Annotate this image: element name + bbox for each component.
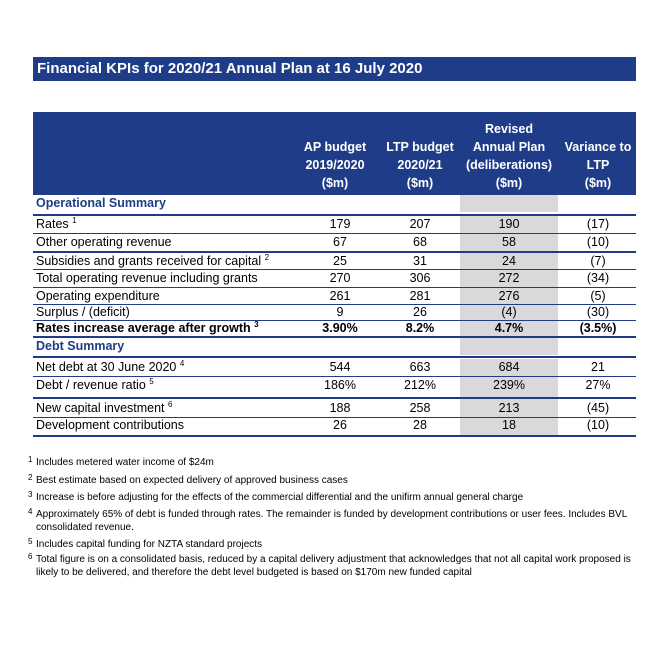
column-header-line: AP budget: [303, 140, 367, 154]
cell-ltp-budget: 663: [409, 360, 431, 374]
row-label: [36, 400, 172, 417]
column-header-line: 2019/2020: [305, 158, 365, 172]
footnote-number: 5: [28, 537, 33, 546]
cell-revised: 190: [498, 217, 520, 231]
cell-variance: (3.5%): [579, 321, 617, 335]
footnote-text: Approximately 65% of debt is funded through rates. The remainder is funded by development contributions or user fees. Includes BVL consolidated revenue.: [36, 509, 627, 533]
section-label: Debt Summary: [36, 339, 125, 353]
column-header-revised-annual-plan: [460, 112, 558, 195]
row-label-text: New capital investment: [36, 401, 165, 415]
table-row: [33, 234, 636, 251]
cell-ap-budget: 186%: [324, 378, 356, 392]
cell-ltp-budget: 68: [413, 235, 427, 249]
row-label-text: Subsidies and grants received for capital: [36, 254, 262, 268]
footnote: [28, 491, 638, 505]
table-row: [33, 377, 636, 394]
table-row: [33, 270, 636, 287]
cell-revised: 24: [502, 254, 516, 268]
footnote-ref: 6: [168, 400, 173, 409]
column-header-variance: [558, 112, 638, 195]
table-row: [33, 417, 636, 434]
footnote-number: 6: [28, 552, 33, 561]
cell-ltp-budget: 26: [413, 305, 427, 319]
row-label: [36, 253, 269, 270]
column-header-line: ($m): [495, 176, 523, 190]
table-row: [33, 216, 636, 233]
cell-ap-budget: 188: [329, 401, 351, 415]
row-label-text: Development contributions: [36, 418, 184, 432]
cell-variance: 21: [591, 360, 605, 374]
divider: [33, 397, 636, 399]
cell-ltp-budget: 258: [409, 401, 431, 415]
cell-variance: (7): [590, 254, 606, 268]
cell-revised: 276: [498, 289, 520, 303]
cell-ap-budget: 67: [333, 235, 347, 249]
column-header-line: Variance to: [564, 140, 632, 154]
table-row: [33, 288, 636, 305]
cell-variance: (45): [586, 401, 610, 415]
row-label-text: Surplus / (deficit): [36, 305, 130, 319]
column-header-line: ($m): [584, 176, 612, 190]
column-header-ap-budget: [295, 112, 375, 195]
page-title: Financial KPIs for 2020/21 Annual Plan at 16 July 2020: [33, 57, 636, 81]
cell-variance: (30): [586, 305, 610, 319]
column-header-line: ($m): [406, 176, 434, 190]
footnote-ref: 2: [264, 253, 270, 262]
cell-ltp-budget: 28: [413, 418, 427, 432]
cell-ap-budget: 26: [333, 418, 347, 432]
footnote-text: Includes metered water income of $24m: [36, 457, 214, 468]
footnote-ref: 3: [254, 320, 259, 329]
table-row: [33, 359, 636, 376]
cell-ltp-budget: 281: [409, 289, 431, 303]
cell-revised: 213: [498, 401, 520, 415]
cell-ap-budget: 25: [333, 254, 347, 268]
column-header-line: ($m): [321, 176, 349, 190]
cell-ltp-budget: 8.2%: [405, 321, 435, 335]
footnote-number: 1: [28, 455, 33, 464]
cell-variance: 27%: [585, 378, 611, 392]
cell-ltp-budget: 31: [413, 254, 427, 268]
footnote-number: 2: [28, 473, 33, 482]
cell-ltp-budget: 212%: [404, 378, 436, 392]
row-label: [36, 417, 184, 434]
cell-ap-budget: 261: [329, 289, 351, 303]
footnote-number: 4: [28, 507, 33, 516]
footnote-ref: 1: [72, 216, 77, 225]
column-header-line: Revised: [485, 122, 533, 136]
cell-variance: (17): [586, 217, 610, 231]
row-label-text: Rates increase average after growth: [36, 321, 251, 335]
row-label-text: Operating expenditure: [36, 289, 160, 303]
cell-revised: 18: [502, 418, 516, 432]
row-label-text: Rates: [36, 217, 69, 231]
row-label: [36, 234, 172, 251]
table-row: [33, 400, 636, 417]
cell-ap-budget: 179: [329, 217, 351, 231]
footnote: [28, 553, 638, 581]
row-label: [36, 304, 130, 321]
table-row: [33, 320, 636, 337]
column-header-line: Annual Plan: [472, 140, 546, 154]
footnote-ref: 5: [149, 377, 154, 386]
table-row: [33, 304, 636, 321]
divider: [33, 356, 636, 358]
cell-ltp-budget: 306: [409, 271, 431, 285]
column-header-line: LTP budget: [386, 140, 454, 154]
row-label-text: Net debt at 30 June 2020: [36, 360, 177, 374]
cell-ap-budget: 9: [336, 305, 344, 319]
row-label: [36, 359, 184, 376]
table-row: [33, 253, 636, 270]
footnote-text: Increase is before adjusting for the effects of the commercial differential and the unifirm annual general charge: [36, 492, 524, 503]
cell-revised: 272: [498, 271, 520, 285]
cell-revised: 684: [498, 360, 520, 374]
column-header-line: (deliberations): [465, 158, 553, 172]
row-label: [36, 320, 259, 337]
divider: [33, 435, 636, 437]
section-label: Operational Summary: [36, 196, 166, 210]
cell-ap-budget: 544: [329, 360, 351, 374]
cell-revised: (4): [501, 305, 517, 319]
cell-ltp-budget: 207: [409, 217, 431, 231]
cell-ap-budget: 270: [329, 271, 351, 285]
row-label-text: Total operating revenue including grants: [36, 271, 258, 285]
cell-revised: 239%: [493, 378, 525, 392]
column-header-ltp-budget: [380, 112, 460, 195]
row-label-text: Debt / revenue ratio: [36, 378, 146, 392]
column-header-line: 2020/21: [397, 158, 443, 172]
cell-variance: (10): [586, 235, 610, 249]
row-label-text: Other operating revenue: [36, 235, 172, 249]
footnote-text: Best estimate based on expected delivery of approved business cases: [36, 475, 348, 486]
cell-variance: (34): [586, 271, 610, 285]
footnote-text: Total figure is on a consolidated basis, reduced by a capital delivery adjustment that acknowledges that not all capital work proposed is likely to be delivered, and therefore the debt level budgeted is based on $170m new funded capital: [36, 554, 631, 578]
section-debt-summary: [33, 338, 636, 355]
row-label: [36, 377, 154, 394]
cell-revised: 58: [502, 235, 516, 249]
cell-ap-budget: 3.90%: [322, 321, 358, 335]
cell-variance: (5): [590, 289, 606, 303]
footnote-text: Includes capital funding for NZTA standard projects: [36, 539, 263, 550]
cell-revised: 4.7%: [494, 321, 524, 335]
table-header: [33, 112, 636, 195]
section-operational-summary: [33, 195, 636, 212]
row-label: [36, 216, 77, 233]
cell-variance: (10): [586, 418, 610, 432]
footnote-ref: 4: [179, 359, 185, 368]
footnote: [28, 538, 638, 552]
row-label: [36, 270, 258, 287]
footnote-number: 3: [28, 490, 33, 499]
column-header-line: LTP: [586, 158, 610, 172]
footnote: [28, 508, 638, 536]
footnote: [28, 474, 638, 488]
row-label: [36, 288, 160, 305]
footnote: [28, 456, 638, 470]
